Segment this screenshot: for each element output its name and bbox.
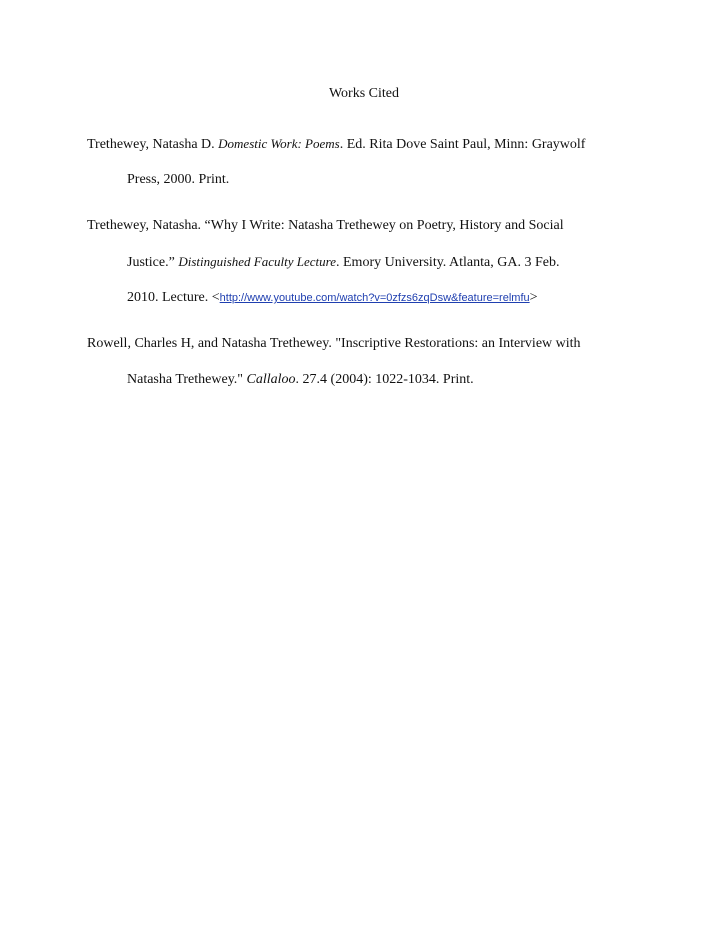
citation-2-justice: Justice.” — [127, 255, 179, 270]
citation-2-line-1: Trethewey, Natasha. “Why I Write: Natasha Trethewey on Poetry, History and Social — [87, 218, 564, 233]
citation-2-url-link[interactable]: http://www.youtube.com/watch?v=0zfzs6zqDsw&feature=relmfu — [219, 292, 530, 304]
citation-1-details: . Ed. Rita Dove Saint Paul, Minn: Graywolf — [339, 137, 586, 152]
works-cited-heading: Works Cited — [328, 86, 400, 101]
citation-entry-1 — [87, 135, 687, 207]
citation-2-date: 2010. Lecture. < — [127, 290, 220, 305]
citation-3-line-2 — [87, 371, 687, 407]
citation-entry-3 — [87, 335, 687, 407]
citation-3-details: . 27.4 (2004): 1022-1034. Print. — [295, 372, 474, 387]
citation-2-line-2 — [87, 253, 687, 289]
citation-3-journal: Callaloo — [246, 372, 296, 387]
citation-2-close-bracket: > — [529, 290, 538, 305]
citation-1-line-1 — [87, 135, 687, 171]
citation-1-line-2: Press, 2000. Print. — [127, 172, 230, 187]
citation-1-title: Domestic Work: Poems — [218, 136, 340, 151]
citation-2-line-3 — [87, 289, 687, 325]
citation-3-line-1: Rowell, Charles H, and Natasha Trethewey. "Inscriptive Restorations: an Interview with — [87, 336, 581, 351]
citation-3-subject: Natasha Trethewey." — [127, 372, 247, 387]
citation-entry-2 — [87, 217, 687, 325]
citation-2-title: Distinguished Faculty Lecture — [178, 254, 336, 269]
citation-1-author: Trethewey, Natasha D. — [87, 137, 219, 152]
citation-2-details: . Emory University. Atlanta, GA. 3 Feb. — [336, 255, 560, 270]
